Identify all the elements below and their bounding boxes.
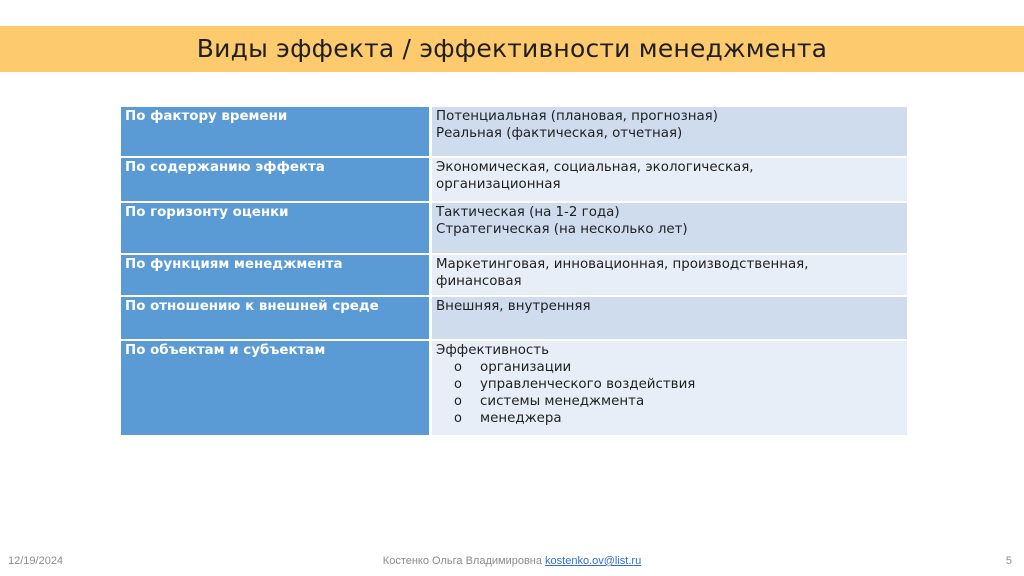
value-line: финансовая [436, 274, 522, 289]
effects-table [121, 107, 907, 437]
value-line: организационная [436, 177, 561, 192]
list-item-label: менеджера [480, 411, 562, 426]
circle-bullet-icon: o [454, 411, 462, 426]
circle-bullet-icon: o [454, 377, 462, 392]
row-key-objects: По объектам и субъектам [121, 340, 431, 436]
row-key-environment: По отношению к внешней среде [121, 296, 431, 340]
row-value-content [431, 157, 908, 202]
sub-bullet-list [436, 359, 903, 427]
page-number: 5 [1005, 555, 1012, 567]
table-row [121, 296, 907, 340]
value-line: Стратегическая (на несколько лет) [436, 222, 688, 237]
row-key-time: По фактору времени [121, 107, 431, 157]
list-item [454, 410, 903, 427]
row-value-horizon [431, 202, 908, 254]
circle-bullet-icon: o [454, 394, 462, 409]
footer-author-line [0, 555, 1024, 567]
list-item [454, 359, 903, 376]
row-key-functions: По функциям менеджмента [121, 254, 431, 296]
value-line: Эффективность [436, 343, 549, 358]
value-line: Экономическая, социальная, экологическая, [436, 160, 754, 175]
row-value-environment [431, 296, 908, 340]
list-item-label: системы менеджмента [480, 394, 645, 409]
value-line: Тактическая (на 1-2 года) [436, 205, 620, 220]
footer-date: 12/19/2024 [8, 555, 64, 567]
list-item [454, 393, 903, 410]
list-item [454, 376, 903, 393]
circle-bullet-icon: o [454, 360, 462, 375]
table-row [121, 107, 907, 157]
footer-email-link[interactable]: kostenko.ov@list.ru [545, 555, 642, 567]
value-line: Реальная (фактическая, отчетная) [436, 126, 683, 141]
row-value-functions [431, 254, 908, 296]
row-value-time [431, 107, 908, 157]
table-row [121, 202, 907, 254]
list-item-label: организации [480, 360, 572, 375]
table-row [121, 340, 907, 436]
row-key-content: По содержанию эффекта [121, 157, 431, 202]
table-row [121, 254, 907, 296]
value-line: Маркетинговая, инновационная, производственная, [436, 257, 809, 272]
footer-author: Костенко Ольга Владимировна [382, 555, 542, 567]
value-line: Внешняя, внутренняя [436, 299, 591, 314]
slide-title: Виды эффекта / эффективности менеджмента [196, 34, 828, 63]
value-line: Потенциальная (плановая, прогнозная) [436, 109, 718, 124]
row-key-horizon: По горизонту оценки [121, 202, 431, 254]
list-item-label: управленческого воздействия [480, 377, 696, 392]
row-value-objects [431, 340, 908, 436]
table-row [121, 157, 907, 202]
